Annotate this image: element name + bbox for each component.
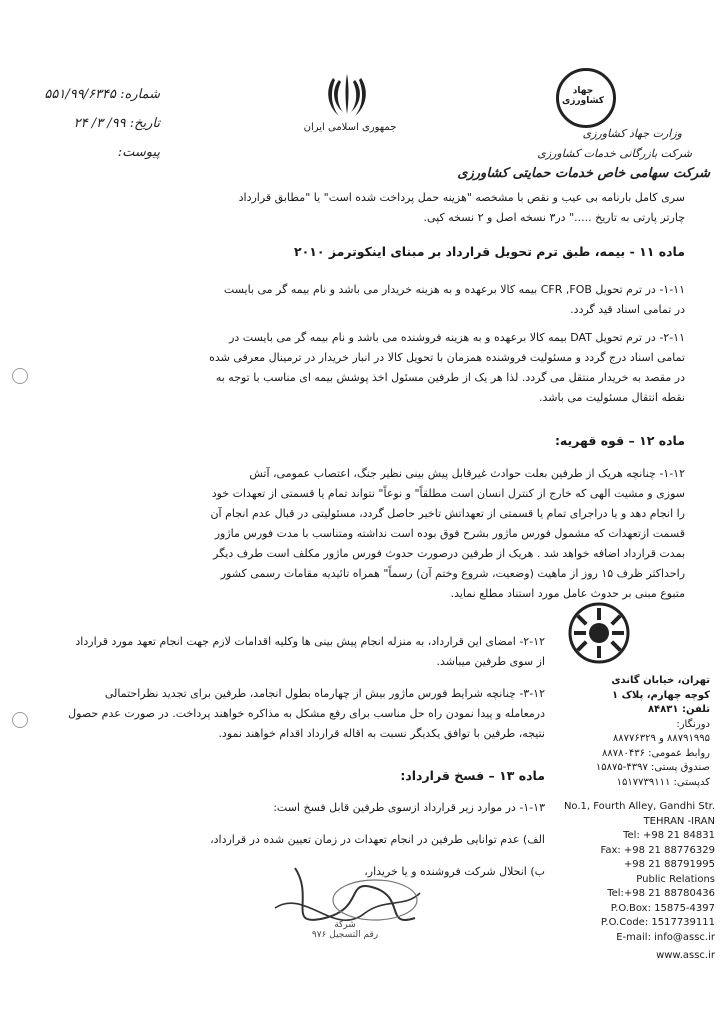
address-line-en: No.1, Fourth Alley, Gandhi Str. <box>563 801 715 812</box>
address-line: تهران، خیابان گاندی <box>611 675 710 686</box>
article-11-heading: ماده ۱۱ - بیمه، طبق ترم تحویل قرارداد بر مبنای اینکوترمز ۲۰۱۰ <box>293 244 685 259</box>
company-short-name: شرکت بازرگانی خدمات کشاورزی <box>537 147 692 160</box>
letter-date-value: ۹۹/ ۳/ ۲۴ <box>73 116 126 131</box>
ministry-name: وزارت جهاد کشاورزی <box>582 127 682 140</box>
clause-line: را انجام دهد و یا دراجرای تمام یا قسمتی از تعهداتش تاخیر حاصل گردد، مسئولیتی در قبال عدم انجام آن <box>210 507 685 520</box>
po-box-line: صندوق پستی: ۴۳۹۷-۱۵۸۷۵ <box>595 762 710 773</box>
fax-label: دورنگار: <box>676 718 710 730</box>
clause-line: سوزی و مشیت الهی که خارج از کنترل انسان است مطلقاً" و نوعاً" نتواند تمام یا قسمتی از تعهدات خود <box>211 487 685 500</box>
intro-paragraph <box>45 188 685 228</box>
letter-number-label: شماره: <box>120 87 160 102</box>
punch-hole <box>12 712 28 728</box>
clause-line: در تمامی اسناد قید گردد. <box>570 303 685 316</box>
pr-tel-en: Tel:+98 21 88780436 <box>607 888 715 899</box>
article-12-clause-3 <box>60 684 545 744</box>
pr-line: روابط عمومی: ۸۸۷۸۰۴۳۶ <box>601 747 710 759</box>
stamp-reg-number: رقم التسجيل ۹۷۶ <box>311 930 379 940</box>
letter-meta <box>10 80 160 167</box>
clause-line: متبوع مبنی بر حدوث عامل مورد استناد مطلع نماید. <box>450 587 685 600</box>
address-sidebar-en <box>555 800 715 964</box>
city-line-en: TEHRAN -IRAN <box>643 815 715 827</box>
fax-line-en: Fax: +98 21 88776329 <box>600 844 715 856</box>
intro-line: سری کامل بارنامه بی عیب و نقص با مشخصه "هزینه حمل پرداخت شده است" یا "مطابق قرارداد <box>238 191 685 204</box>
article-13-heading: ماده ۱۳ – فسخ قرارداد: <box>400 768 545 783</box>
clause-line: ۲-۱۱- در ترم تحویل DAT بیمه کالا برعهده و به هزینه فروشنده می باشد و نام بیمه گر می بایست در <box>229 331 685 344</box>
clause-line: ۳-۱۲- چنانچه شرایط فورس ماژور بیش از چهارماه بطول انجامد، طرفین برای تجدید نظراحتمالی <box>104 687 545 700</box>
clause-line: راحداکثر ظرف ۱۵ روز از ماهیت (وضعیت، شروع وختم آن) رسماً" همراه تائیدیه مقامات رسمی کشور <box>220 567 685 580</box>
clause-line: نتیجه، طرفین با توافق یکدیگر نسبت به اقاله قرارداد اقدام خواهند نمود. <box>218 727 545 740</box>
pr-label-en: Public Relations <box>636 873 715 885</box>
clause-line: ۲-۱۲- امضای این قرارداد، به منزله انجام پیش بینی ها وکلیه اقدامات لازم جهت انجام تعهد مورد قرارداد <box>75 635 545 648</box>
clause-line: بمدت قرارداد اضافه خواهد شد . هریک از طرفین درصورت حدوث فورس ماژور مکلف است طرف دیگر <box>213 547 685 560</box>
article-12-clause-1 <box>45 464 685 604</box>
po-code-en: P.O.Code: 1517739111 <box>600 917 715 928</box>
fax-line-en-2: +98 21 88791995 <box>623 859 715 870</box>
clause-line: در مقصد به خریدار منتقل می گردد. لذا هر یک از طرفین مسئول اخذ پوشش بیمه ای مناسب با توجه به <box>215 371 685 384</box>
clause-line: نقطه انتقال مسئولیت می باشد. <box>538 391 685 404</box>
stamp-company-word: شركة <box>334 920 356 930</box>
punch-hole <box>12 368 28 384</box>
stamp-text <box>270 920 420 940</box>
clause-line: ۱-۱۲- چنانچه هریک از طرفین بعلت حوادث غیرقابل پیش بینی نظیر جنگ، اعتصاب عمومی، آتش <box>249 467 685 480</box>
tel-line-en: Tel: +98 21 84831 <box>623 830 715 841</box>
email-en[interactable]: E-mail: info@assc.ir <box>616 931 715 943</box>
address-sidebar-fa <box>560 674 710 790</box>
letter-number-value: ۵۵۱/۹۹/۶۳۴۵ <box>44 87 117 102</box>
address-line: کوچه چهارم، پلاک ۱ <box>612 689 710 701</box>
article-11-clause-2 <box>45 328 685 408</box>
article-12-clause-2 <box>60 632 545 672</box>
fax-line: ۸۸۷۹۱۹۹۵ و ۸۸۷۷۶۳۲۹ <box>612 733 710 744</box>
clause-line: تمامی اسناد درج گردد و مسئولیت فروشنده همزمان با تحویل کالا در انبار خریدار در ترمینال معرفی شده <box>209 351 685 364</box>
article-13-item-b: ب) انحلال شرکت فروشنده و یا خریدار، <box>364 865 545 878</box>
intro-line: چارتر پارتی به تاریخ ....." در۳ نسخه اصل و ۲ نسخه کپی. <box>423 211 685 224</box>
letter-date-label: تاریخ: <box>129 116 160 131</box>
clause-line: درمعامله و پیدا نمودن راه حل مناسب برای رفع مشکل به مذاکره خواهند پرداخت. در صورت عدم حصول <box>68 707 545 720</box>
po-box-en: P.O.Box: 15875-4397 <box>610 902 715 914</box>
clause-line: ۱-۱۱- در ترم تحویل CFR ,FOB بیمه کالا برعهده و به هزینه خریدار می باشد و نام بیمه گر می بایست <box>223 283 685 296</box>
phone-line: تلفن: ۸۴۸۳۱ <box>647 704 710 715</box>
clause-line: از سوی طرفین میباشد. <box>436 655 545 668</box>
letter-date-row <box>10 109 160 138</box>
assc-logo-icon <box>568 602 630 664</box>
jahad-logo-text <box>556 86 610 106</box>
emblem-caption: جمهوری اسلامی ایران <box>303 122 397 133</box>
article-13-clause-1: ۱-۱۳- در موارد زیر قرارداد ازسوی طرفین قابل فسخ است: <box>273 801 545 814</box>
letter-attachment-row <box>10 138 160 167</box>
jahad-logo-top: جهاد <box>572 86 594 96</box>
letter-number-row <box>10 80 160 109</box>
organization-lines <box>420 124 710 184</box>
letter-attachment-label: پیوست: <box>117 145 160 160</box>
jahad-logo-bottom: کشاورزی <box>562 96 604 106</box>
postal-code-line: کدپستی: ۱۵۱۷۷۳۹۱۱۱ <box>616 776 710 788</box>
iran-emblem-icon <box>325 70 369 120</box>
company-full-name: شرکت سهامی خاص خدمات حمایتی کشاورزی <box>457 166 710 181</box>
article-13-item-a: الف) عدم توانایی طرفین در انجام تعهدات در زمان تعیین شده در قرارداد، <box>210 833 545 846</box>
article-12-heading: ماده ۱۲ – قوه قهریه: <box>554 433 685 448</box>
article-11-clause-1 <box>45 280 685 320</box>
website-en[interactable]: www.assc.ir <box>656 950 715 961</box>
clause-line: قسمت ازتعهدات که مشمول فورس ماژور بشرح فوق بوده است نداشته ومتناسب با مدت فورس ماژور <box>214 527 685 540</box>
